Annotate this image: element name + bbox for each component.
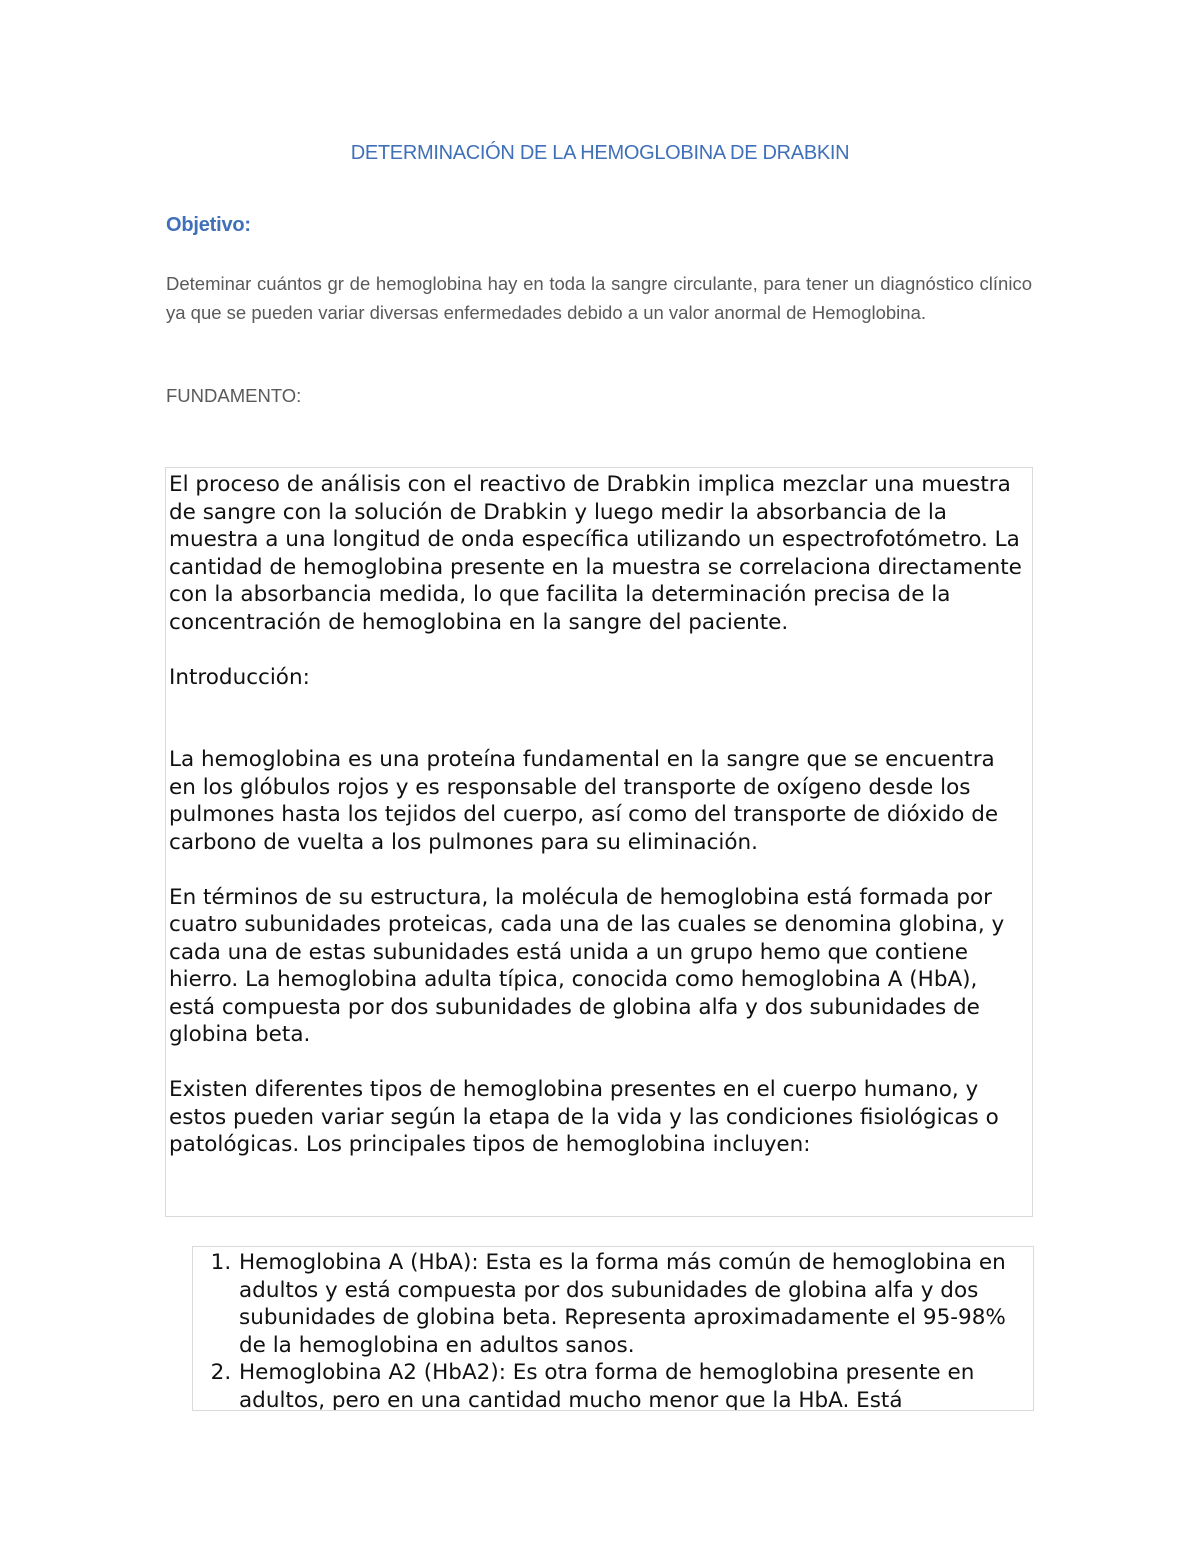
fundamento-text-box <box>165 467 1033 1217</box>
hemoglobin-types-list <box>193 1247 1033 1411</box>
hemoglobin-types-box <box>192 1246 1034 1411</box>
objetivo-heading: Objetivo: <box>166 214 251 236</box>
fundamento-paragraph: El proceso de análisis con el reactivo de Drabkin implica mezclar una muestra de sangre con la solución de Drabkin y luego medir la absorbancia de la muestra a una longitud de onda específica utilizando un espectrofotómetro. La cantidad de hemoglobina presente en la muestra se correlaciona directamente con la absorbancia medida, lo que facilita la determinación precisa de la concentración de hemoglobina en la sangre del paciente. <box>169 472 1022 635</box>
objetivo-paragraph: Deteminar cuántos gr de hemoglobina hay en toda la sangre circulante, para tener un diagnóstico clínico ya que se pueden variar diversas enfermedades debido a un valor anormal de Hemoglobina. <box>166 273 1032 323</box>
intro-paragraph-2: En términos de su estructura, la molécula de hemoglobina está formada por cuatro subunidades proteicas, cada una de las cuales se denomina globina, y cada una de estas subunidades está unida a un grupo hemo que contiene hierro. La hemoglobina adulta típica, conocida como hemoglobina A (HbA), está compuesta por dos subunidades de globina alfa y dos subunidades de globina beta. <box>169 884 1005 1047</box>
document-title: DETERMINACIÓN DE LA HEMOGLOBINA DE DRABKIN <box>350 142 850 164</box>
list-item: 1. Hemoglobina A (HbA): Esta es la forma más común de hemoglobina en adultos y está compuesta por dos subunidades de globina alfa y dos subunidades de globina beta. Representa aproximadamente el 95-98% de la hemoglobina en adultos sanos. <box>238 1249 1029 1359</box>
intro-paragraph-1: La hemoglobina es una proteína fundamental en la sangre que se encuentra en los glóbulos rojos y es responsable del transporte de oxígeno desde los pulmones hasta los tejidos del cuerpo, así como del transporte de dióxido de carbono de vuelta a los pulmones para su eliminación. <box>169 747 999 855</box>
list-item: 2. Hemoglobina A2 (HbA2): Es otra forma de hemoglobina presente en adultos, pero en una cantidad mucho menor que la HbA. Está <box>238 1359 1029 1411</box>
fundamento-heading: FUNDAMENTO: <box>166 385 302 406</box>
intro-paragraph-3: Existen diferentes tipos de hemoglobina presentes en el cuerpo humano, y estos pueden variar según la etapa de la vida y las condiciones fisiológicas o patológicas. Los principales tipos de hemoglobina incluyen: <box>169 1077 999 1157</box>
introduccion-heading: Introducción: <box>169 664 310 690</box>
